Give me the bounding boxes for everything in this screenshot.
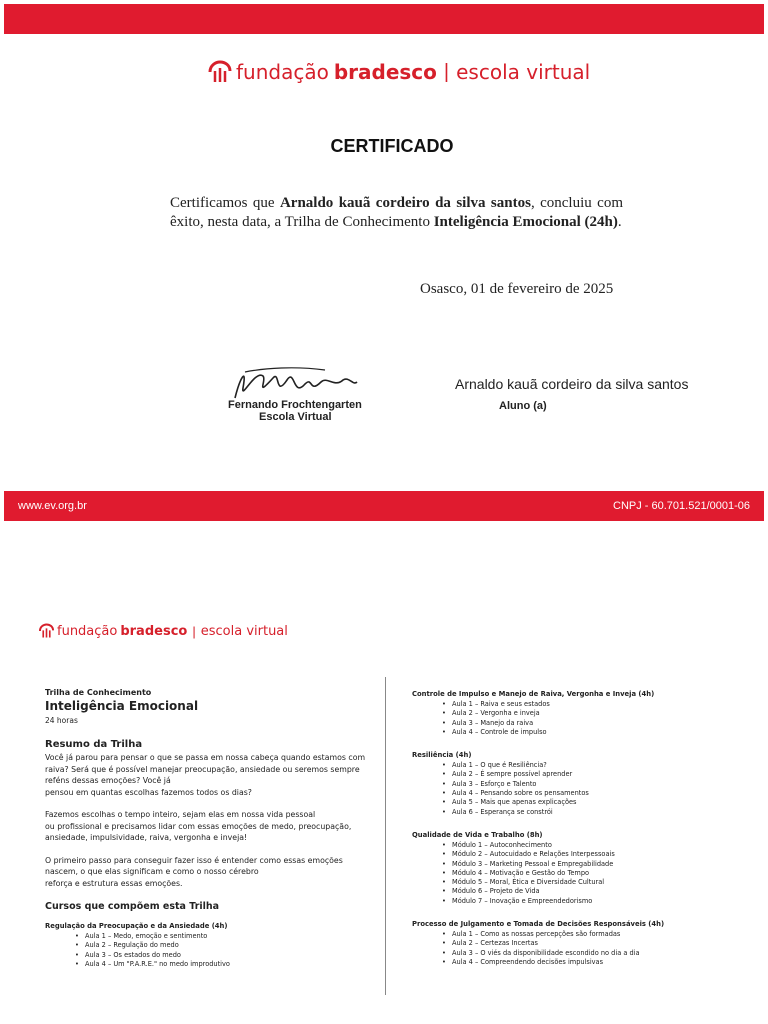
summary-line: reforça e estrutura essas emoções. (45, 878, 183, 888)
summary-line: pensou em quantas escolhas fazemos todos os dias? (45, 787, 252, 797)
lesson-item: • Aula 1 – Medo, emoção e sentimento (75, 932, 375, 941)
signer-org: Escola Virtual (259, 411, 332, 423)
student-role: Aluno (a) (499, 400, 547, 412)
lesson-item: • Módulo 1 – Autoconhecimento (442, 841, 762, 850)
summary-line: O primeiro passo para conseguir fazer isso é entender como essas emoções (45, 855, 343, 865)
lesson-item: • Aula 4 – Compreendendo decisões impulsivas (442, 958, 762, 967)
logo-escola-virtual: escola virtual (200, 623, 288, 639)
footer-red-bar (4, 491, 764, 521)
trail-title: Inteligência Emocional (45, 699, 199, 713)
course-block (412, 690, 762, 737)
lesson-item: • Aula 2 – Certezas Incertas (442, 939, 762, 948)
details-left-column (45, 688, 375, 983)
lesson-item: • Módulo 6 – Projeto de Vida (442, 887, 762, 896)
lesson-item: • Aula 2 – É sempre possível aprender (442, 770, 762, 779)
logo-bradesco: bradesco (120, 623, 188, 639)
summary-line: ou profissional e precisamos lidar com essas emoções de medo, preocupação, (45, 821, 352, 831)
summary-line: raiva? Será que é possível manejar preocupação, ansiedade ou seremos sempre (45, 764, 360, 774)
logo-fundacao: fundação (57, 623, 118, 639)
courses-heading: Cursos que compõem esta Trilha (45, 901, 220, 912)
summary-paragraph (45, 752, 375, 798)
lesson-list (442, 761, 762, 817)
student-name: Arnaldo kauã cordeiro da silva santos (455, 376, 689, 392)
summary-line: Fazemos escolhas o tempo inteiro, sejam elas em nossa vida pessoal (45, 810, 316, 819)
lesson-item: • Aula 3 – Os estados do medo (75, 951, 375, 960)
left-course-list (45, 922, 375, 969)
logo-separator: | (443, 60, 450, 83)
course-title: Resiliência (4h) (412, 751, 472, 760)
lesson-list (442, 841, 762, 906)
signer-name: Fernando Frochtengarten (228, 399, 362, 411)
logo-bradesco: bradesco (333, 60, 437, 84)
lesson-item: • Aula 1 – O que é Resiliência? (442, 761, 762, 770)
lesson-item: • Aula 3 – Manejo da raiva (442, 719, 762, 728)
lesson-item: • Aula 1 – Como as nossas percepções são formadas (442, 930, 762, 939)
column-divider (385, 677, 386, 995)
lesson-list (442, 700, 762, 737)
course-block (412, 920, 762, 967)
body-text-2: , concluiu com êxito, nesta data, a Trilha de Conhecimento (170, 195, 623, 230)
lesson-item: • Aula 4 – Pensando sobre os pensamentos (442, 789, 762, 798)
course-name-inline: Inteligência Emocional (24h) (433, 214, 618, 230)
logo-separator: | (192, 623, 196, 639)
logo-escola-virtual: escola virtual (456, 60, 591, 84)
lesson-item: • Módulo 4 – Motivação e Gestão do Tempo (442, 869, 762, 878)
lesson-item: • Módulo 7 – Inovação e Empreendedorismo (442, 897, 762, 906)
summary-paragraph (45, 809, 375, 844)
lesson-item: • Aula 2 – Regulação do medo (75, 941, 375, 950)
course-block (45, 922, 375, 969)
course-title: Controle de Impulso e Manejo de Raiva, Vergonha e Inveja (4h) (412, 690, 655, 698)
top-red-bar (4, 4, 764, 34)
course-block (412, 831, 762, 906)
certificate-body (170, 194, 623, 232)
right-course-list (412, 690, 762, 981)
footer-cnpj: CNPJ - 60.701.521/0001-06 (613, 500, 750, 512)
course-block (412, 751, 762, 817)
lesson-item: • Aula 3 – O viés da disponibilidade escondido no dia a dia (442, 949, 762, 958)
lesson-list (75, 932, 375, 969)
lesson-item: • Aula 4 – Controle de impulso (442, 728, 762, 737)
body-text-3: . (617, 214, 622, 230)
summary-paragraph (45, 855, 375, 890)
lesson-item: • Módulo 5 – Moral, Ética e Diversidade Cultural (442, 878, 762, 887)
lesson-item: • Aula 6 – Esperança se constrói (442, 808, 762, 817)
lesson-item: • Aula 3 – Esforço e Talento (442, 780, 762, 789)
summary-line: nascem, o que elas significam e como o nosso cérebro (45, 867, 259, 876)
course-title: Processo de Julgamento e Tomada de Decisões Responsáveis (4h) (412, 920, 665, 929)
lesson-item: • Módulo 3 – Marketing Pessoal e Empregabilidade (442, 860, 762, 869)
lesson-item: • Aula 5 – Mais que apenas explicações (442, 798, 762, 807)
place-date: Osasco, 01 de fevereiro de 2025 (420, 281, 614, 297)
certificate-logo (207, 60, 590, 84)
lesson-list (442, 930, 762, 967)
course-title: Qualidade de Vida e Trabalho (8h) (412, 830, 543, 839)
summary-line: ansiedade, impulsividade, raiva, vergonha e inveja! (45, 833, 248, 842)
trail-hours: 24 horas (45, 716, 78, 725)
details-logo (38, 623, 288, 639)
certificate-title: CERTIFICADO (330, 136, 454, 156)
bradesco-logo-icon (207, 60, 233, 84)
footer-website: www.ev.org.br (18, 500, 87, 512)
summary-heading: Resumo da Trilha (45, 739, 143, 750)
logo-fundacao: fundação (236, 60, 329, 84)
body-text-1: Certificamos que (170, 195, 280, 211)
student-name-inline: Arnaldo kauã cordeiro da silva santos (279, 195, 531, 211)
summary-line: reféns dessas emoções? Você já (45, 776, 171, 785)
course-title: Regulação da Preocupação e da Ansiedade (4h) (45, 922, 228, 930)
bradesco-logo-icon (38, 623, 55, 639)
lesson-item: • Aula 2 – Vergonha e inveja (442, 709, 762, 718)
trail-label: Trilha de Conhecimento (45, 688, 152, 697)
lesson-item: • Aula 4 – Um "P.A.R.E." no medo improdutivo (75, 960, 375, 969)
summary-line: Você já parou para pensar o que se passa em nossa cabeça quando estamos com (45, 753, 366, 762)
summary-text (45, 752, 375, 889)
lesson-item: • Módulo 2 – Autocuidado e Relações Interpessoais (442, 850, 762, 859)
lesson-item: • Aula 1 – Raiva e seus estados (442, 700, 762, 709)
